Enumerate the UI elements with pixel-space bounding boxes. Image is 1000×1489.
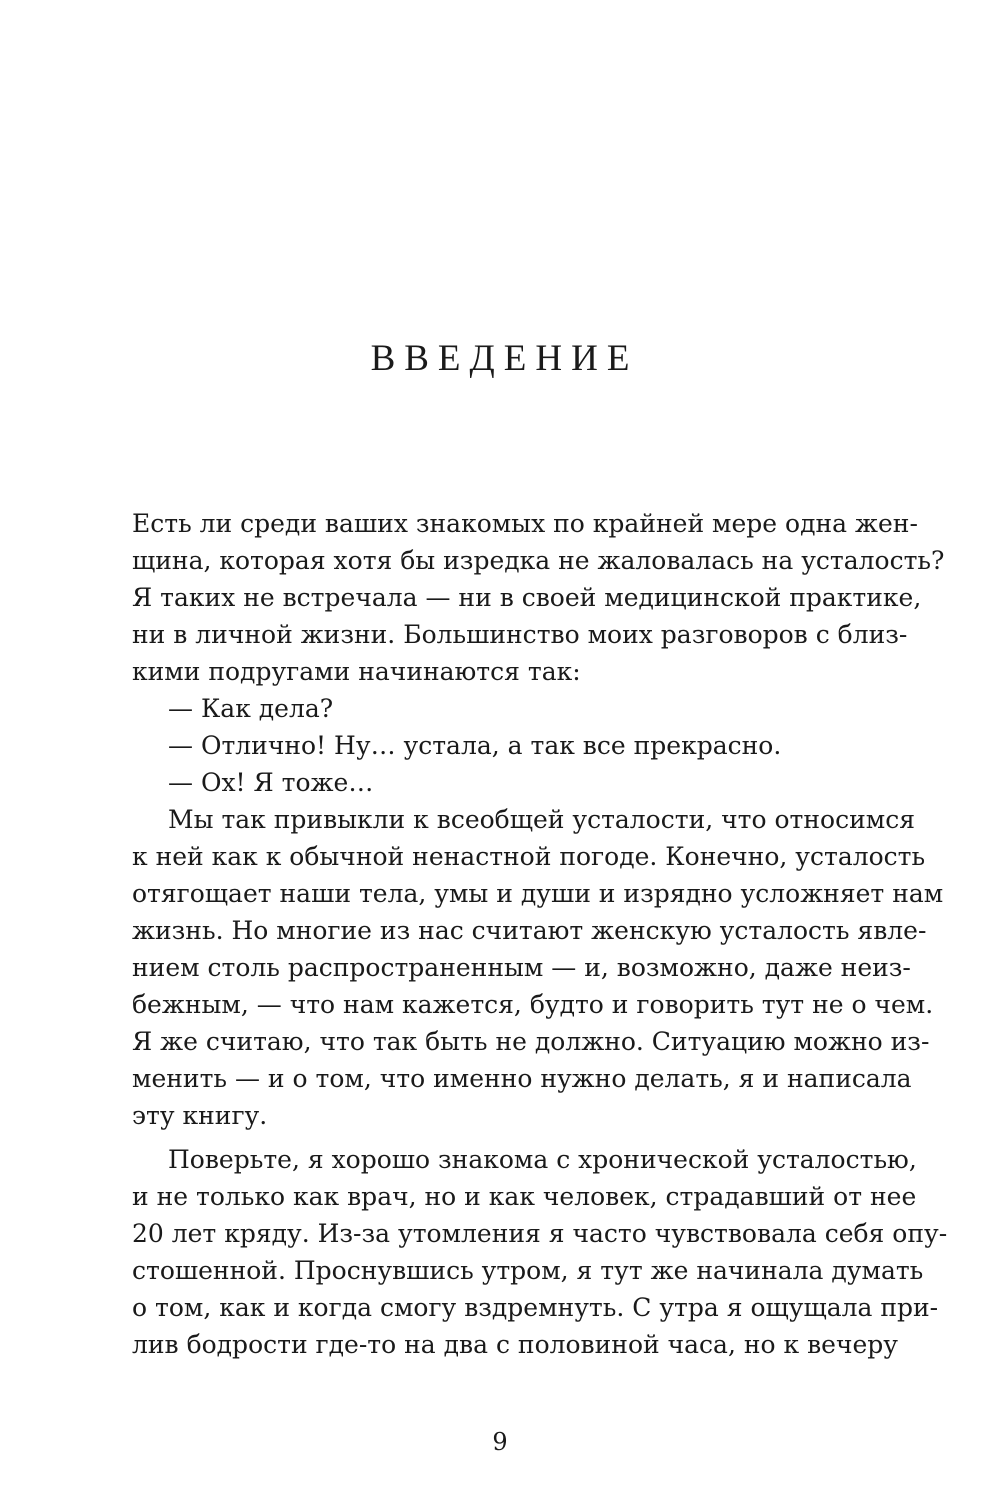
text-line: к ней как к обычной ненастной погоде. Конечно, усталость	[132, 842, 926, 871]
text-line: ни в личной жизни. Большинство моих разговоров с близ-	[132, 620, 908, 649]
text-line: эту книгу.	[132, 1101, 268, 1130]
text-line: жизнь. Но многие из нас считают женскую усталость явле-	[132, 916, 927, 945]
text-line: Есть ли среди ваших знакомых по крайней мере одна жен-	[132, 509, 918, 538]
text-line: щина, которая хотя бы изредка не жаловалась на усталость?	[132, 546, 945, 575]
text-line: лив бодрости где-то на два с половиной часа, но к вечеру	[132, 1330, 898, 1359]
text-line: менить — и о том, что именно нужно делать, я и написала	[132, 1064, 912, 1093]
text-line: Я таких не встречала — ни в своей медицинской практике,	[132, 583, 922, 612]
page-number: 9	[492, 1428, 508, 1456]
text-line: отягощает наши тела, умы и души и изрядно усложняет нам	[132, 879, 944, 908]
dialogue-line: — Ох! Я тоже…	[168, 768, 374, 797]
text-line: Мы так привыкли к всеобщей усталости, что относимся	[168, 805, 915, 834]
text-line: о том, как и когда смогу вздремнуть. С утра я ощущала при-	[132, 1293, 939, 1322]
text-line: стошенной. Проснувшись утром, я тут же начинала думать	[132, 1256, 924, 1285]
dialogue-line: — Отлично! Ну… устала, а так все прекрасно.	[168, 731, 782, 760]
chapter-title: ВВЕДЕНИЕ	[370, 338, 639, 379]
text-line: Поверьте, я хорошо знакома с хронической усталостью,	[168, 1145, 917, 1174]
text-line: 20 лет кряду. Из-за утомления я часто чувствовала себя опу-	[132, 1219, 948, 1248]
text-line: Я же считаю, что так быть не должно. Ситуацию можно из-	[132, 1027, 930, 1056]
text-line: бежным, — что нам кажется, будто и говорить тут не о чем.	[132, 990, 934, 1019]
text-line: и не только как врач, но и как человек, страдавший от нее	[132, 1182, 917, 1211]
text-line: нием столь распространенным — и, возможно, даже неиз-	[132, 953, 911, 982]
dialogue-line: — Как дела?	[168, 694, 334, 723]
text-line: кими подругами начинаются так:	[132, 657, 581, 686]
body-text	[132, 505, 948, 1363]
